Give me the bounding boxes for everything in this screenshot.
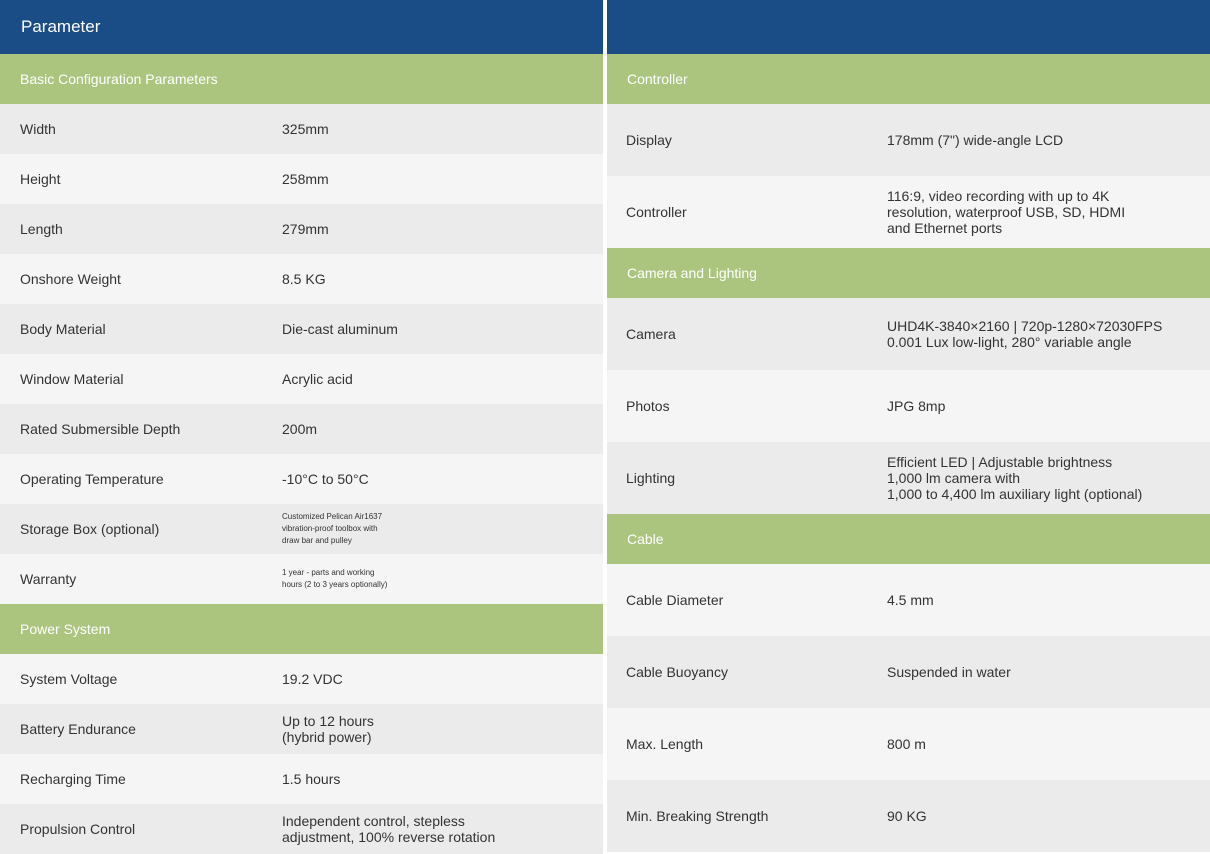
- row-value: 1 year - parts and working hours (2 to 3 years optionally): [282, 568, 388, 589]
- row-label: Camera: [626, 326, 676, 342]
- row-value: Independent control, stepless adjustment, 100% reverse rotation: [282, 813, 496, 845]
- row-label: Photos: [626, 398, 670, 414]
- row-value: UHD4K-3840×2160 | 720p-1280×72030FPS 0.001 Lux low-light, 280° variable angle: [887, 318, 1163, 350]
- row-label: Window Material: [20, 371, 124, 387]
- row-label: Lighting: [626, 470, 676, 486]
- row-label: Height: [20, 171, 61, 187]
- right-column: [607, 0, 1210, 854]
- row-label: Cable Diameter: [626, 592, 724, 608]
- table-row: [607, 636, 1210, 708]
- row-label: Max. Length: [626, 736, 704, 752]
- row-label: Storage Box (optional): [20, 521, 160, 537]
- row-value: 8.5 KG: [282, 271, 326, 287]
- row-label: Min. Breaking Strength: [626, 808, 769, 824]
- table-row: [0, 454, 603, 504]
- table-row: [0, 404, 603, 454]
- table-row: [607, 176, 1210, 248]
- row-value: Up to 12 hours (hybrid power): [282, 713, 374, 745]
- row-value: Die-cast aluminum: [282, 321, 398, 337]
- row-value: 19.2 VDC: [282, 671, 343, 687]
- row-label: Controller: [626, 204, 687, 220]
- row-value: 90 KG: [887, 808, 927, 824]
- table-row: [607, 370, 1210, 442]
- section-power-system: Power System: [0, 604, 603, 654]
- row-value: 116:9, video recording with up to 4K resolution, waterproof USB, SD, HDMI and Ethernet ports: [887, 188, 1126, 236]
- row-value: Acrylic acid: [282, 371, 353, 387]
- table-row: [607, 708, 1210, 780]
- table-row: [607, 104, 1210, 176]
- row-label: Operating Temperature: [20, 471, 164, 487]
- table-row: [0, 354, 603, 404]
- row-value: Customized Pelican Air1637 vibration-proof toolbox with draw bar and pulley: [282, 512, 383, 545]
- table-row: [607, 780, 1210, 852]
- row-value: 4.5 mm: [887, 592, 934, 608]
- row-value: 325mm: [282, 121, 329, 137]
- table-row: [0, 554, 603, 604]
- row-value: 1.5 hours: [282, 771, 341, 787]
- row-label: Length: [20, 221, 63, 237]
- row-value: Efficient LED | Adjustable brightness 1,000 lm camera with 1,000 to 4,400 lm auxiliary light (optional): [887, 454, 1143, 502]
- row-label: Warranty: [20, 571, 77, 587]
- row-label: Recharging Time: [20, 771, 126, 787]
- row-value: Suspended in water: [887, 664, 1011, 680]
- row-label: Rated Submersible Depth: [20, 421, 181, 437]
- row-label: Propulsion Control: [20, 821, 136, 837]
- header-bar: [607, 0, 1210, 54]
- section-cable: Cable: [607, 514, 1210, 564]
- row-label: Onshore Weight: [20, 271, 121, 287]
- table-row: [0, 804, 603, 854]
- table-row: [0, 304, 603, 354]
- section-controller: Controller: [607, 54, 1210, 104]
- row-value: 178mm (7") wide-angle LCD: [887, 132, 1064, 148]
- row-label: Body Material: [20, 321, 106, 337]
- table-row: [0, 154, 603, 204]
- table-row: [0, 504, 603, 554]
- table-row: [0, 704, 603, 754]
- table-row: [0, 654, 603, 704]
- row-label: Cable Buoyancy: [626, 664, 728, 680]
- row-value: 279mm: [282, 221, 329, 237]
- section-camera-and-lighting: Camera and Lighting: [607, 248, 1210, 298]
- table-row: [0, 254, 603, 304]
- row-label: Battery Endurance: [20, 721, 136, 737]
- section-basic-configuration: Basic Configuration Parameters: [0, 54, 603, 104]
- row-label: Display: [626, 132, 672, 148]
- table-row: [607, 564, 1210, 636]
- row-value: JPG 8mp: [887, 398, 946, 414]
- row-value: -10°C to 50°C: [282, 471, 369, 487]
- table-row: [0, 104, 603, 154]
- table-row: [0, 204, 603, 254]
- left-column: [0, 0, 603, 854]
- row-value: 800 m: [887, 736, 926, 752]
- table-row: [607, 298, 1210, 370]
- row-label: Width: [20, 121, 56, 137]
- table-row: [607, 442, 1210, 514]
- row-value: 200m: [282, 421, 318, 437]
- row-value: 258mm: [282, 171, 329, 187]
- row-label: System Voltage: [20, 671, 118, 687]
- page-title: Parameter: [0, 0, 603, 54]
- table-row: [0, 754, 603, 804]
